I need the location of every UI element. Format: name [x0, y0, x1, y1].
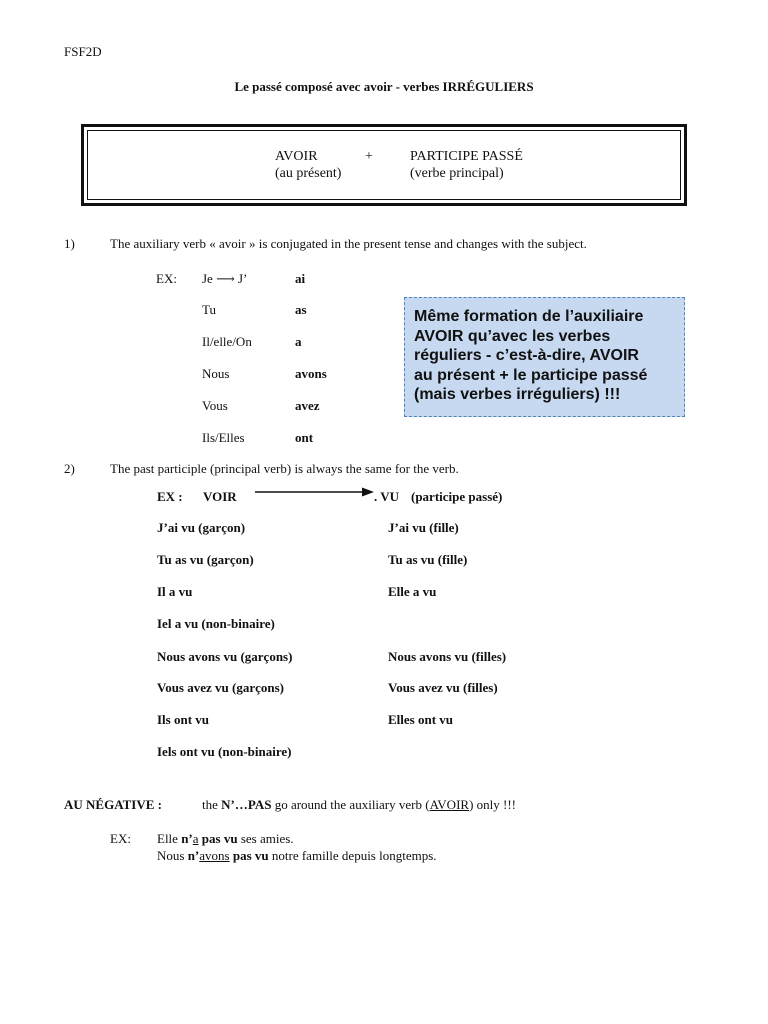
conj-example-left: Tu as vu (garçon) — [157, 552, 254, 567]
conj-subject: Je ⟶ J’ — [202, 271, 248, 286]
note-line: au présent + le participe passé — [414, 366, 648, 384]
note-line: (mais verbes irréguliers) !!! — [414, 386, 621, 403]
conj-verb: avons — [295, 366, 327, 381]
section2-ex-label: EX : — [157, 489, 183, 504]
conj-example-right: Elle a vu — [388, 584, 437, 599]
negative-label: AU NÉGATIVE : — [64, 797, 162, 812]
negative-keyword: N’…PAS — [221, 797, 272, 812]
negative-example: Nous n’avons pas vu notre famille depuis longtemps. — [157, 848, 437, 863]
conj-subject: Il/elle/On — [202, 334, 252, 349]
conj-example-left: Nous avons vu (garçons) — [157, 649, 293, 664]
section2-text: The past participle (principal verb) is always the same for the verb. — [110, 461, 459, 476]
conj-subject: Tu — [202, 302, 216, 317]
conj-verb: ai — [295, 271, 306, 286]
negative-rule: the N’…PAS go around the auxiliary verb (AVOIR) only !!! — [202, 797, 517, 812]
arrow-icon — [255, 487, 375, 499]
formula-right-note: (verbe principal) — [410, 166, 504, 181]
conj-verb: ont — [295, 430, 314, 445]
conj-example-left: J’ai vu (garçon) — [157, 520, 246, 535]
conj-subject: Vous — [202, 398, 228, 413]
conj-subject: Nous — [202, 366, 230, 381]
conj-example-left: Vous avez vu (garçons) — [157, 680, 284, 695]
formula-right-term: PARTICIPE PASSÉ — [410, 149, 523, 164]
example-participle: . VU — [374, 489, 400, 504]
conj-example-right: Elles ont vu — [388, 712, 454, 727]
course-code: FSF2D — [64, 44, 102, 59]
page-title: Le passé composé avec avoir - verbes IRRÉGULIERS — [234, 79, 534, 94]
formula-left-term: AVOIR — [275, 149, 318, 164]
negative-example: Elle n’a pas vu ses amies. — [157, 831, 294, 846]
negative-ex-label: EX: — [110, 831, 131, 846]
note-line: Même formation de l’auxiliaire — [414, 308, 644, 325]
section1-number: 1) — [64, 236, 75, 251]
conj-example-right: Vous avez vu (filles) — [388, 680, 498, 695]
example-participle-note: (participe passé) — [411, 489, 503, 504]
conj-example-right: Nous avons vu (filles) — [388, 649, 507, 664]
conj-verb: avez — [295, 398, 320, 413]
note-callout — [404, 297, 685, 417]
negative-aux: AVOIR — [429, 797, 470, 812]
conj-verb: a — [295, 334, 302, 349]
note-line: réguliers - c’est-à-dire, AVOIR — [414, 347, 639, 364]
conj-verb: as — [295, 302, 307, 317]
conj-example-right: Tu as vu (fille) — [388, 552, 468, 567]
example-verb: VOIR — [203, 489, 237, 504]
formula-plus: + — [365, 149, 373, 164]
conj-example-left: Iels ont vu (non-binaire) — [157, 744, 292, 759]
conj-example-left: Il a vu — [157, 584, 193, 599]
section1-text: The auxiliary verb « avoir » is conjugated in the present tense and changes with the subject. — [110, 236, 587, 251]
conj-example-left: Iel a vu (non-binaire) — [157, 616, 275, 631]
conj-example-left: Ils ont vu — [157, 712, 210, 727]
conj-subject: Ils/Elles — [202, 430, 245, 445]
section1-ex-label: EX: — [156, 271, 177, 286]
formula-box — [81, 124, 687, 206]
formula-left-note: (au présent) — [275, 166, 342, 181]
note-line: AVOIR qu’avec les verbes — [414, 327, 611, 345]
conj-example-right: J’ai vu (fille) — [388, 520, 459, 535]
section2-number: 2) — [64, 461, 75, 476]
